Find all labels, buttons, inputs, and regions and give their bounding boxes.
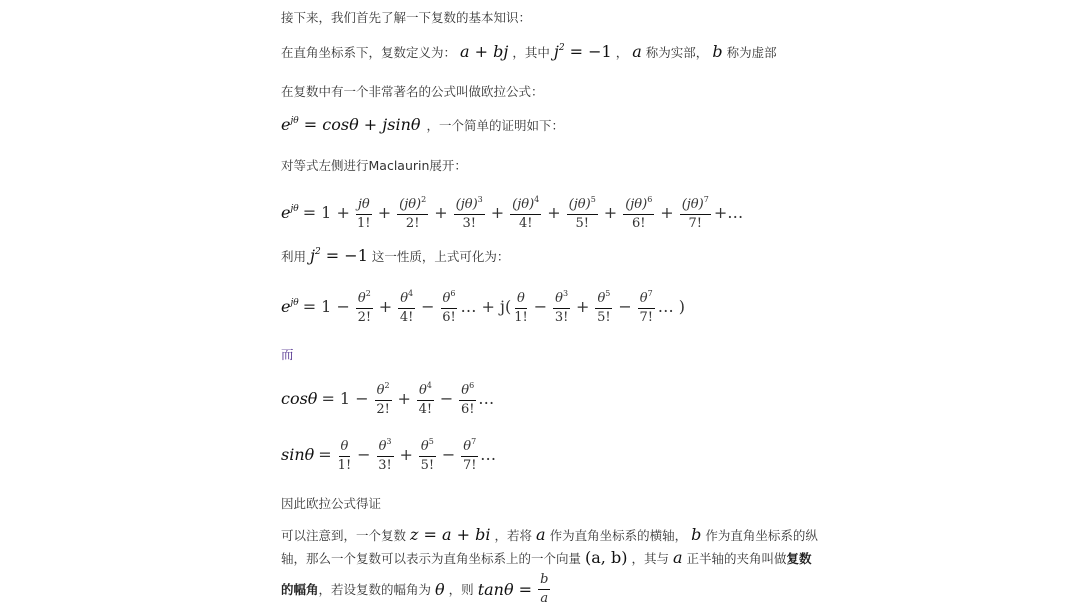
complex-definition-paragraph (281, 42, 777, 61)
fraction: $\frac{(j\theta)^5}{5!}$ (567, 192, 598, 232)
fraction: $\frac{j\theta}{1!}$ (356, 192, 372, 232)
math-inline: a (672, 548, 683, 567)
fraction: $\frac{(j\theta)^3}{3!}$ (454, 192, 485, 232)
text: ，其中 (512, 45, 550, 60)
fraction: $\frac{\theta}{1!}$ (338, 434, 352, 474)
fraction: $\frac{\theta^7}{7!}$ (638, 286, 655, 326)
text: 利用 (281, 249, 307, 264)
math-inline: a (632, 42, 642, 61)
bold-term: 复数 (786, 551, 812, 566)
math-inline: a + bj (460, 42, 509, 61)
fraction: $\frac{\theta^6}{6!}$ (459, 378, 476, 418)
math-inline: tanθ = (477, 579, 533, 599)
bold-term: 的幅角 (281, 581, 319, 597)
euler-intro-paragraph: 在复数中有一个非常著名的公式叫做欧拉公式： (281, 84, 544, 99)
conclusion-text: 因此欧拉公式得证 (281, 496, 382, 511)
fraction: $\frac{\theta^5}{5!}$ (595, 286, 612, 326)
maclaurin-equation: $e^{j\theta}$ = 1 + $\frac{j\theta}{1!}$ + $\frac{(j\theta)^2}{2!}$ + $\frac{(j\theta)^3}{3!}$ + $\frac{(j\theta)^4}{4!}$ + $\frac{(j\theta)^5}{5!}$ + $\frac{(j\theta)^6}{6!}$ + $\frac{(j\theta)^7}{7!}$ +… (281, 192, 747, 232)
fraction: $\frac{\theta^4}{4!}$ (417, 378, 434, 418)
intro-paragraph: 接下来，我们首先了解一下复数的基本知识： (281, 10, 532, 25)
euler-formula-paragraph (281, 115, 564, 134)
text: 这一性质，上式可化为： (371, 249, 510, 264)
fraction: $\frac{(j\theta)^2}{2!}$ (397, 192, 428, 232)
math-inline: b (691, 525, 702, 544)
math-inline: (a, b) (585, 548, 628, 567)
math-inline: $j^2 = -1$ (553, 42, 612, 61)
math-inline: θ (435, 579, 445, 599)
fraction: $\frac{(j\theta)^7}{7!}$ (680, 192, 711, 232)
fraction: $\frac{b}{a}$ (540, 572, 549, 606)
math-inline: a (536, 525, 546, 544)
argument-paragraph: 可以注意到，一个复数 z = a + bi ，若将 a 作为直角坐标系的横轴， b 作为直角坐标系的纵 轴，那么一个复数可以表示为直角坐标系上的一个向量 (a, b) ，其与 a 正半轴的夹角叫做复数 的幅角 ，若设复数的幅角为 θ ，则 tanθ = $\frac{b}{a}$ (281, 525, 818, 606)
fraction: $\frac{\theta^3}{3!}$ (553, 286, 570, 326)
fraction: $\frac{(j\theta)^6}{6!}$ (623, 192, 654, 232)
cosine-series-equation: cosθ = 1 − $\frac{\theta^2}{2!}$ + $\frac{\theta^4}{4!}$ − $\frac{\theta^6}{6!}$ … (281, 378, 498, 418)
text: 称为虚部 (726, 45, 777, 60)
fraction: $\frac{\theta^7}{7!}$ (461, 434, 478, 474)
property-paragraph (281, 246, 509, 265)
conjunction-text: 而 (281, 347, 294, 362)
fraction: $\frac{(j\theta)^4}{4!}$ (510, 192, 541, 232)
text: ，一个简单的证明如下： (426, 118, 565, 133)
math-inline: z = a + bi (410, 525, 491, 544)
text: 在直角坐标系下，复数定义为： (281, 45, 457, 60)
math-inline: b (712, 42, 723, 61)
math-inline: $e^{j\theta} = \cos\theta + jsin\theta$ (281, 115, 421, 134)
fraction: $\frac{\theta^4}{4!}$ (398, 286, 415, 326)
maclaurin-paragraph: 对等式左侧进行Maclaurin展开： (281, 158, 467, 173)
fraction: $\frac{\theta^6}{6!}$ (441, 286, 458, 326)
math-inline: $j^2 = -1$ (310, 246, 368, 265)
sine-series-equation: sinθ = $\frac{\theta}{1!}$ − $\frac{\theta^3}{3!}$ + $\frac{\theta^5}{5!}$ − $\frac{\theta^7}{7!}$ … (281, 434, 500, 474)
text: 称为实部， (645, 45, 709, 60)
fraction: $\frac{\theta}{1!}$ (514, 286, 528, 326)
expanded-equation: $e^{j\theta}$ = 1 − $\frac{\theta^2}{2!}$ + $\frac{\theta^4}{4!}$ − $\frac{\theta^6}{6!}$ … + j( $\frac{\theta}{1!}$ − $\frac{\theta^3}{3!}$ + $\frac{\theta^5}{5!}$ − $\frac{\theta^7}{7!}$ … ) (281, 286, 689, 326)
text: ， (615, 45, 629, 60)
fraction: $\frac{\theta^5}{5!}$ (419, 434, 436, 474)
fraction: $\frac{\theta^3}{3!}$ (377, 434, 394, 474)
fraction: $\frac{\theta^2}{2!}$ (375, 378, 392, 418)
fraction: $\frac{\theta^2}{2!}$ (356, 286, 373, 326)
